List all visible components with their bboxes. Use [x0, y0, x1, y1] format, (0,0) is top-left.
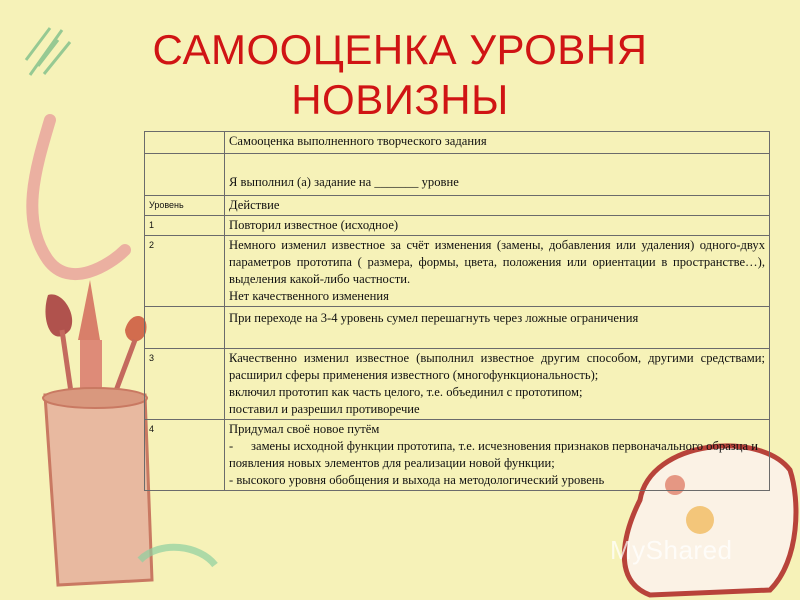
level-action: [225, 420, 770, 491]
level-number: 4: [145, 420, 225, 491]
action-line: -: [229, 439, 234, 453]
empty-cell: [145, 154, 225, 196]
level-prompt: Я выполнил (а) задание на _______ уровне: [225, 154, 770, 196]
action-line: Нет качественного изменения: [229, 289, 389, 303]
action-line: Качественно изменил известное (выполнил известное другим способом, другими средствами; расширил сферы применения известного (многофункциональность);: [229, 351, 765, 382]
column-header-action: Действие: [225, 196, 770, 216]
action-line: поставил и разрешил противоречие: [229, 402, 420, 416]
page-title-line2: НОВИЗНЫ: [291, 76, 509, 123]
level-number: 2: [145, 236, 225, 307]
action-line: Повторил известное (исходное): [229, 218, 399, 232]
level-action: [225, 307, 770, 349]
page-title-line1: САМООЦЕНКА УРОВНЯ: [152, 26, 648, 73]
paint-dot-orange: [686, 506, 714, 534]
table-header-row: [145, 132, 770, 154]
level-number: 1: [145, 216, 225, 236]
empty-cell: [145, 132, 225, 154]
action-line: Немного изменил известное за счёт изменения (замены, добавления или удаления) одного-двух параметров прототипа ( размера, формы, цвета, положения или ориентации в пространстве…), выделения какой-либо частности.: [229, 238, 765, 286]
action-line: включил прототип как часть целого, т.е. объединил с прототипом;: [229, 385, 583, 399]
table-row-level-2: [145, 236, 770, 307]
action-line: - высокого уровня обобщения и выхода на методологический уровень: [229, 473, 605, 487]
pink-brushstroke: [32, 120, 125, 274]
table-row-level-1: [145, 216, 770, 236]
column-header-row: [145, 196, 770, 216]
level-action: [225, 236, 770, 307]
table-header: Самооценка выполненного творческого задания: [225, 132, 770, 154]
action-line: замены исходной функции прототипа, т.е. исчезновения признаков первоначального образца и появления новых элементов для реализации новой функции;: [229, 439, 758, 470]
watermark: MyShared: [610, 535, 733, 565]
action-line: При переходе на 3-4 уровень сумел перешагнуть через ложные ограничения: [229, 311, 639, 325]
column-header-level: Уровень: [145, 196, 225, 216]
action-line: Придумал своё новое путём: [229, 422, 380, 436]
cup-icon: [45, 395, 152, 585]
level-action: [225, 216, 770, 236]
self-assessment-table: [144, 131, 770, 491]
level-number: 3: [145, 349, 225, 420]
level-number: [145, 307, 225, 349]
level-action: [225, 349, 770, 420]
table-row-level-3: [145, 349, 770, 420]
table-prompt-row: [145, 154, 770, 196]
table-row-transition: [145, 307, 770, 349]
table-row-level-4: [145, 420, 770, 491]
